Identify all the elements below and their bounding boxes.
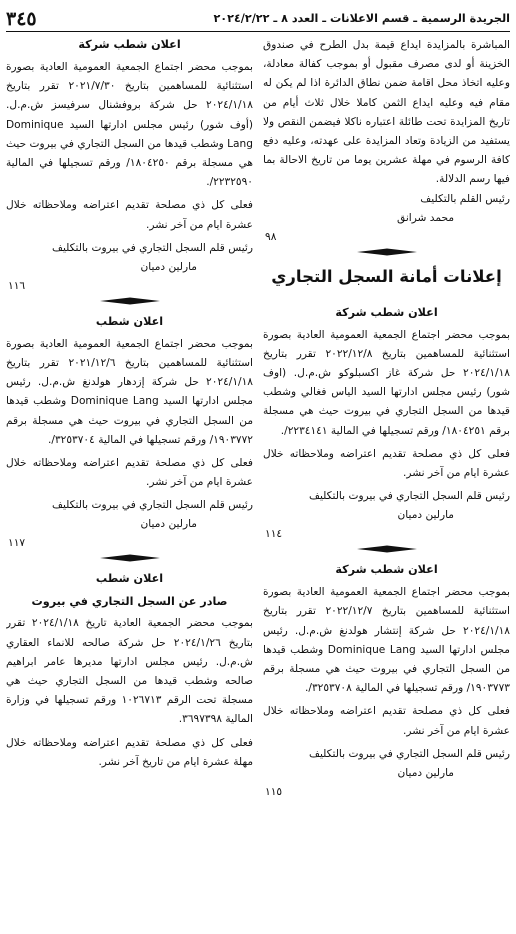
notice-title: اعلان شطب شركة xyxy=(335,563,438,577)
notice-objection: فعلى كل ذي مصلحة تقديم اعتراضه وملاحظاته خلال عشرة ايام من آخر نشر. xyxy=(6,457,253,489)
notice-number: ١١٧ xyxy=(8,537,26,550)
running-title: الجريدة الرسمية ـ قسم الاعلانات ـ العدد ٨ ـ ٢٠٢٤/٢/٢٢ xyxy=(213,12,510,25)
page-header xyxy=(6,6,510,32)
notice-body: بموجب محضر اجتماع الجمعية العمومية العادية بصورة استثنائية للمساهمين بتاريخ ٢٠٢١/٧/٣٠ تقرر بتاريخ ٢٠٢٤/١/١٨ حل شركة بروفشنال سرفيسز ش.م.ل. (أوف شور) رئيس مجلس ادارتها السيد Dominique Lang وشطب قيدها من السجل التجاري في بيروت حيث هي مسجلة برقم ١٨٠٤٢٥٠/ ورقم تسجيلها في المالية ٢٢٣٢٥٩٠/. xyxy=(6,61,253,189)
signature-title: رئيس قلم السجل التجاري في بيروت بالتكليف xyxy=(308,490,510,503)
signature-name: مارلين دميان xyxy=(397,509,454,522)
intro-signature-title: رئيس القلم بالتكليف xyxy=(420,192,510,205)
notice-title: اعلان شطب xyxy=(95,572,164,586)
signature-name: مارلين دميان xyxy=(397,766,454,779)
page-number: ٣٤٥ xyxy=(6,7,37,30)
notice-title: اعلان شطب شركة xyxy=(335,305,438,319)
notice-number: ٩٨ xyxy=(265,230,277,243)
separator-ornament xyxy=(263,545,510,553)
right-column xyxy=(263,34,510,930)
notice-objection: فعلى كل ذي مصلحة تقديم اعتراضه وملاحظاته خلال عشرة ايام من آخر نشر. xyxy=(263,705,510,737)
section-title: إعلانات أمانة السجل التجاري xyxy=(271,266,502,286)
signature-title: رئيس قلم السجل التجاري في بيروت بالتكليف xyxy=(308,747,510,760)
notice-title: اعلان شطب شركة xyxy=(78,38,181,51)
separator-ornament xyxy=(6,554,253,562)
signature-name: مارلين دميان xyxy=(140,260,197,273)
notice-objection: فعلى كل ذي مصلحة تقديم اعتراضه وملاحظاته خلال عشرة ايام من آخر نشر. xyxy=(263,447,510,480)
notice-number: ١١٤ xyxy=(265,528,283,541)
signature-title: رئيس قلم السجل التجاري في بيروت بالتكليف xyxy=(51,241,253,254)
separator-ornament xyxy=(263,248,510,256)
separator-ornament xyxy=(6,297,253,305)
notice-body: بموجب محضر الجمعية العادية تاريخ ٢٠٢٤/١/١٨ تقرر بتاريخ ٢٠٢٤/١/٢٦ حل شركة صالحه للانماء العقاري ش.م.ل. رئيس مجلس ادارتها مديرها عامر ابراهيم صالحه وشطب قيدها من السجل التجاري حيث هي مسجلة تحت الرقم ١٠٢٦٧١٣ ورقم تسجيلها في وزارة المالية ٣٦٩٧٣٩٨. xyxy=(6,617,253,726)
notice-body: بموجب محضر اجتماع الجمعية العمومية العادية بصورة استثنائية للمساهمين بتاريخ ٢٠٢٢/١٢/٨ تقرر بتاريخ ٢٠٢٤/١/١٨ حل شركة غاز اكسبلوكو ش.م.ل. (اوف شور) رئيس مجلس ادارتها السيد الياس فغالي وشطب قيدها من السجل التجاري في بيروت حيث هي مسجلة برقم ١٨٠٤٢٥١/ ورقم تسجيلها في المالية ٢٢٣٤١٤١/. xyxy=(263,328,510,437)
notice-objection: فعلى كل ذي مصلحة تقديم اعتراضه وملاحظاته خلال مهلة عشرة ايام من تاريخ آخر نشر. xyxy=(6,736,253,768)
notice-number: ١١٥ xyxy=(265,785,283,798)
notice-body: بموجب محضر اجتماع الجمعية العمومية العادية بصورة استثنائية للمساهمين بتاريخ ٢٠٢٢/١٢/٧ تقرر بتاريخ ٢٠٢٤/١/١٨ حل شركة إنتشار هولدنغ ش.م.ل. رئيس مجلس ادارتها السيد Dominique Lang وشطب قيدها من السجل التجاري في بيروت حيث هي مسجلة برقم ١٩٠٣٧٧٣/ ورقم تسجيلها في المالية ٣٢٥٣٧٠٨/. xyxy=(263,586,510,695)
intro-paragraph: المباشرة بالمزايدة ايداع قيمة بدل الطرح في صندوق الخزينة أو لدى مصرف مقبول أو بموجب كفالة معادلة، وعليه اتخاذ محل اقامة ضمن نطاق الدائرة اذا لم يكن له مقام فيه وعليه ايداع الثمن كاملا خلال ثلاث أيام من تاريخ المزايدة تحت طائلة اعتباره ناكلا فيضمن النقص ولا يستفيد من الزيادة وتعاد المزايدة على عهدته، وعليه دفع كافة الرسوم في مهلة عشرين يوما من تاريخ الاحالة بما فيها رسم الدلالة. xyxy=(263,39,510,186)
notice-number: ١١٦ xyxy=(8,279,26,292)
signature-title: رئيس قلم السجل التجاري في بيروت بالتكليف xyxy=(51,499,253,512)
signature-name: مارلين دميان xyxy=(140,518,197,531)
left-column xyxy=(6,34,253,930)
notice-subtitle: صادر عن السجل التجاري في بيروت xyxy=(31,595,228,609)
columns xyxy=(6,34,510,930)
notice-objection: فعلى كل ذي مصلحة تقديم اعتراضه وملاحظاته خلال عشرة ايام من آخر نشر. xyxy=(6,199,253,231)
notice-title: اعلان شطب xyxy=(95,314,164,328)
notice-body: بموجب محضر اجتماع الجمعية العمومية العادية بصورة استثنائية للمساهمين بتاريخ ٢٠٢١/١٢/٦ تقرر بتاريخ ٢٠٢٤/١/١٨ حل شركة إزدهار هولدنغ ش.م.ل. رئيس مجلس ادارتها السيد Dominique Lang وشطب قيدها من السجل التجاري في بيروت حيث هي مسجلة برقم ١٩٠٣٧٧٢/ ورقم تسجيلها في المالية ٣٢٥٣٧٠٤/. xyxy=(6,337,253,446)
intro-signature-name: محمد شرانق xyxy=(396,211,454,224)
